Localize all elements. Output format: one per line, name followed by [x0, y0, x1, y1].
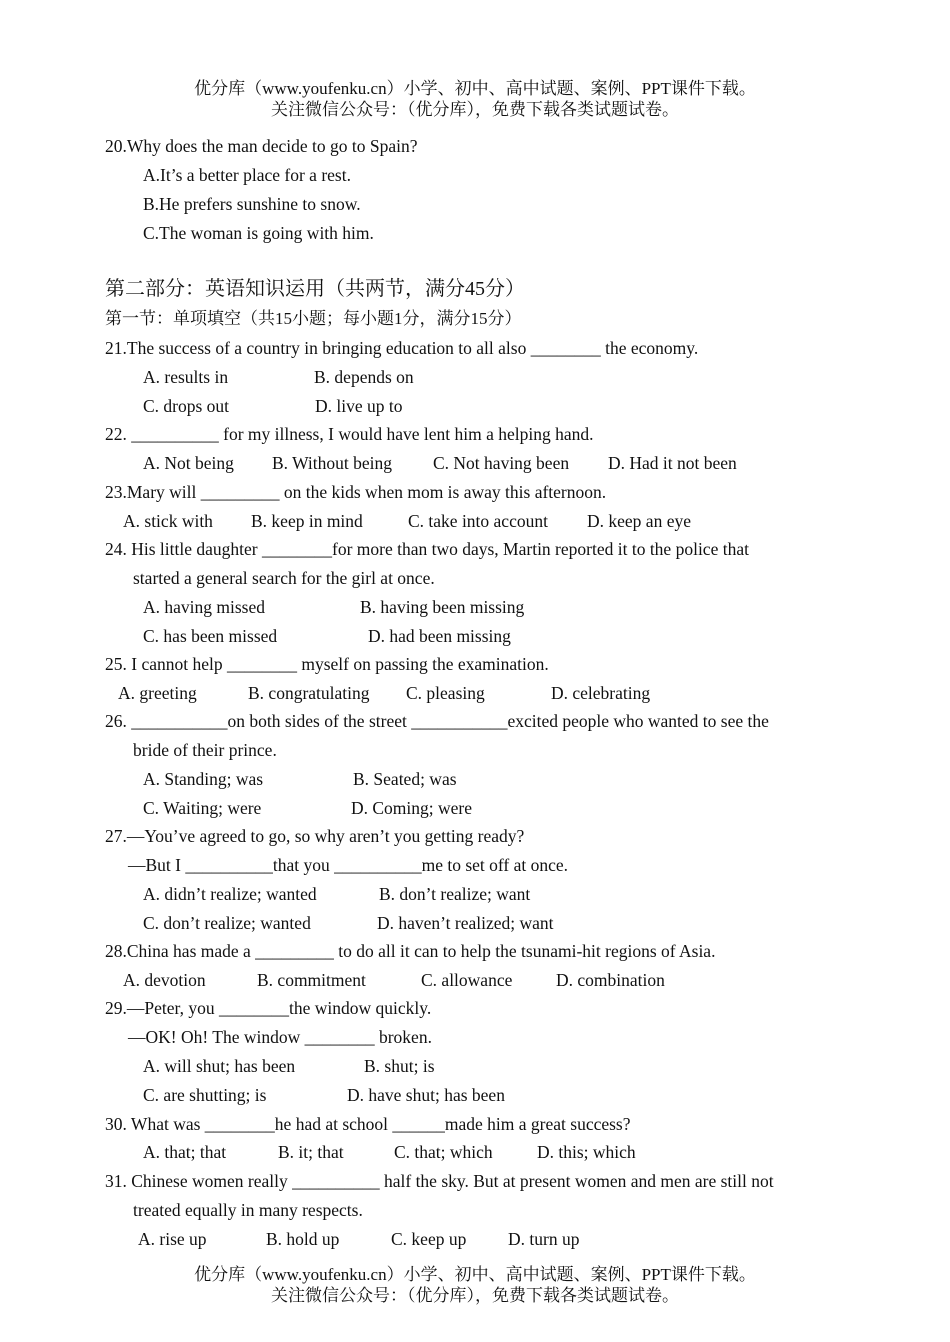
answer-option: C. are shutting; is	[143, 1085, 267, 1105]
answer-option: B. congratulating	[248, 683, 370, 703]
answer-option: D. live up to	[315, 396, 403, 416]
header-line-1: 优分库（www.youfenku.cn）小学、初中、高中试题、案例、PPT课件下载。	[194, 79, 756, 98]
answer-option: A. devotion	[123, 970, 206, 990]
question-text: 26. ___________on both sides of the street ___________excited people who wanted to see the	[105, 711, 769, 731]
answer-option: A. Standing; was	[143, 769, 264, 789]
answer-option: C. Not having been	[433, 453, 570, 473]
question-text: 23.Mary will _________ on the kids when mom is away this afternoon.	[105, 482, 607, 502]
answer-option: C. allowance	[421, 970, 513, 990]
question-text-continued: —OK! Oh! The window ________ broken.	[128, 1027, 432, 1047]
question-text: 30. What was ________he had at school ______made him a great success?	[105, 1114, 631, 1134]
answer-option: A.It’s a better place for a rest.	[143, 165, 351, 185]
answer-option: B. Without being	[272, 453, 393, 473]
question-text-continued: started a general search for the girl at once.	[133, 568, 435, 588]
section-subtitle: 第一节：单项填空（共15小题；每小题1分，满分15分）	[105, 309, 522, 328]
answer-option: D. turn up	[508, 1229, 580, 1249]
answer-option: C. keep up	[391, 1229, 467, 1249]
answer-option: D. keep an eye	[587, 511, 691, 531]
answer-option: B. depends on	[314, 367, 414, 387]
question-text-continued: —But I __________that you __________me to set off at once.	[128, 855, 569, 875]
answer-option: B. Seated; was	[353, 769, 457, 789]
answer-option: A. rise up	[138, 1229, 207, 1249]
question-text-continued: treated equally in many respects.	[133, 1200, 363, 1220]
answer-option: D. this; which	[537, 1142, 636, 1162]
answer-option: B. having been missing	[360, 597, 525, 617]
answer-option: A. Not being	[143, 453, 234, 473]
answer-option: A. will shut; has been	[143, 1056, 296, 1076]
question-text: 31. Chinese women really __________ half the sky. But at present women and men are still not	[105, 1171, 774, 1191]
answer-option: D. have shut; has been	[347, 1085, 505, 1105]
footer-line-2: 关注微信公众号：（优分库），免费下载各类试题试卷。	[271, 1286, 679, 1305]
answer-option: B. shut; is	[364, 1056, 435, 1076]
question-text: 28.China has made a _________ to do all it can to help the tsunami-hit regions of Asia.	[105, 941, 716, 961]
answer-option: D. Had it not been	[608, 453, 737, 473]
answer-option: C. don’t realize; wanted	[143, 913, 311, 933]
answer-option: B. commitment	[257, 970, 366, 990]
header-line-2: 关注微信公众号：（优分库），免费下载各类试题试卷。	[271, 100, 679, 119]
answer-option: D. celebrating	[551, 683, 651, 703]
answer-option: D. Coming; were	[351, 798, 473, 818]
section-title: 第二部分：英语知识运用（共两节，满分45分）	[105, 278, 525, 300]
answer-option: B. hold up	[266, 1229, 340, 1249]
answer-option: D. combination	[556, 970, 665, 990]
question-text-continued: bride of their prince.	[133, 740, 277, 760]
answer-option: C. Waiting; were	[143, 798, 262, 818]
answer-option: C. take into account	[408, 511, 548, 531]
answer-option: B. keep in mind	[251, 511, 363, 531]
answer-option: B.He prefers sunshine to snow.	[143, 194, 361, 214]
answer-option: A. that; that	[143, 1142, 227, 1162]
question-text: 21.The success of a country in bringing education to all also ________ the economy.	[105, 338, 699, 358]
question-text: 22. __________ for my illness, I would have lent him a helping hand.	[105, 424, 594, 444]
question-text: 25. I cannot help ________ myself on passing the examination.	[105, 654, 549, 674]
question-text: 20.Why does the man decide to go to Spain?	[105, 136, 418, 156]
answer-option: B. it; that	[278, 1142, 344, 1162]
answer-option: C. drops out	[143, 396, 230, 416]
answer-option: A. didn’t realize; wanted	[143, 884, 317, 904]
answer-option: A. stick with	[123, 511, 213, 531]
answer-option: C. that; which	[394, 1142, 493, 1162]
answer-option: C. pleasing	[406, 683, 485, 703]
answer-option: A. results in	[143, 367, 229, 387]
answer-option: A. having missed	[143, 597, 266, 617]
answer-option: A. greeting	[118, 683, 197, 703]
answer-option: C.The woman is going with him.	[143, 223, 374, 243]
page-header	[0, 78, 950, 120]
answer-option: B. don’t realize; want	[379, 884, 531, 904]
answer-option: D. had been missing	[368, 626, 511, 646]
question-text: 29.—Peter, you ________the window quickly.	[105, 998, 432, 1018]
footer-line-1: 优分库（www.youfenku.cn）小学、初中、高中试题、案例、PPT课件下载。	[194, 1265, 756, 1284]
question-text: 27.—You’ve agreed to go, so why aren’t you getting ready?	[105, 826, 525, 846]
page-footer	[0, 1264, 950, 1306]
answer-option: D. haven’t realized; want	[377, 913, 554, 933]
answer-option: C. has been missed	[143, 626, 278, 646]
question-text: 24. His little daughter ________for more than two days, Martin reported it to the police that	[105, 539, 749, 559]
